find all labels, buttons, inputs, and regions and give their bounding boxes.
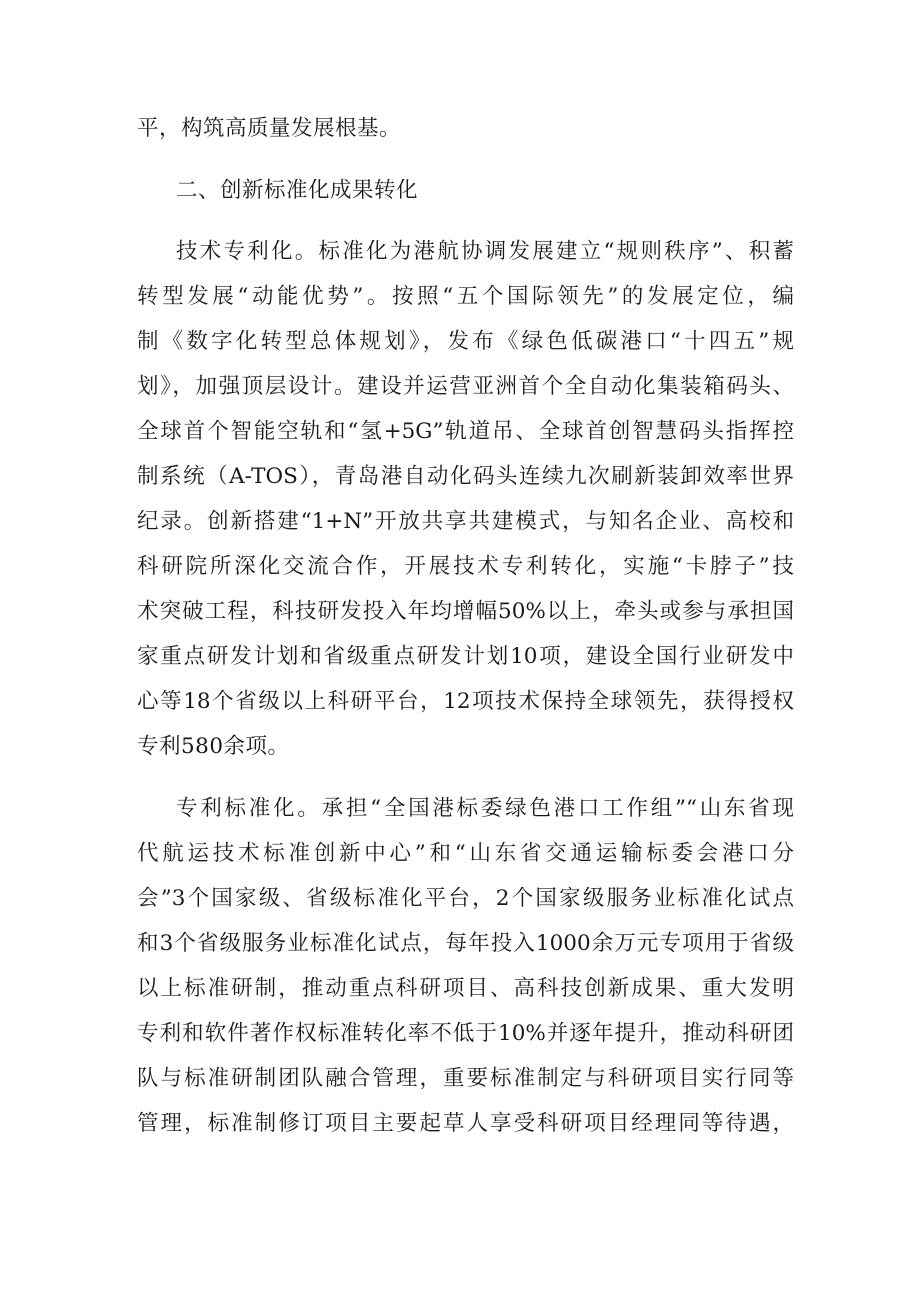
paragraph-2-line: 队与标准研制团队融合管理，重要标准制定与科研项目实行同等 [137, 1066, 794, 1091]
paragraph-2-line: 专利和软件著作权标准转化率不低于10%并逐年提升，推动科研团 [137, 1021, 794, 1046]
section-heading: 二、创新标准化成果转化 [176, 178, 419, 203]
paragraph-1-line: 术突破工程，科技研发投入年均增幅50%以上，牵头或参与承担国 [137, 599, 794, 624]
paragraph-2-line: 会”3个国家级、省级标准化平台，2个国家级服务业标准化试点 [137, 886, 794, 911]
paragraph-1-line: 家重点研发计划和省级重点研发计划10项，建设全国行业研发中 [137, 644, 794, 669]
paragraph-2-line: 代航运技术标准创新中心”和“山东省交通运输标委会港口分 [137, 841, 794, 866]
paragraph-1-line: 转型发展“动能优势”。按照“五个国际领先”的发展定位，编 [137, 284, 794, 309]
paragraph-1-line: 划》，加强顶层设计。建设并运营亚洲首个全自动化集装箱码头、 [137, 374, 794, 399]
paragraph-tail-line: 平，构筑高质量发展根基。 [137, 116, 402, 141]
paragraph-1-line: 全球首个智能空轨和“氢+5G”轨道吊、全球首创智慧码头指挥控 [137, 419, 794, 444]
paragraph-1-line: 技术专利化。标准化为港航协调发展建立“规则秩序”、积蓄 [176, 239, 794, 264]
paragraph-1-line: 制系统（A-TOS），青岛港自动化码头连续九次刷新装卸效率世界 [137, 464, 794, 489]
paragraph-1-line: 纪录。创新搭建“1+N”开放共享共建模式，与知名企业、高校和 [137, 509, 794, 534]
paragraph-1-line: 心等18个省级以上科研平台，12项技术保持全球领先，获得授权 [137, 689, 794, 714]
paragraph-2-line: 专利标准化。承担“全国港标委绿色港口工作组”“山东省现 [176, 796, 794, 821]
paragraph-1-line: 制《数字化转型总体规划》，发布《绿色低碳港口“十四五”规 [137, 329, 794, 354]
paragraph-1-line: 专利580余项。 [137, 734, 290, 759]
paragraph-2-line: 以上标准研制，推动重点科研项目、高科技创新成果、重大发明 [137, 976, 794, 1001]
paragraph-1-line: 科研院所深化交流合作，开展技术专利转化，实施“卡脖子”技 [137, 554, 794, 579]
paragraph-2-line: 和3个省级服务业标准化试点，每年投入1000余万元专项用于省级 [137, 931, 794, 956]
paragraph-2-line: 管理，标准制修订项目主要起草人享受科研项目经理同等待遇， [137, 1111, 794, 1136]
